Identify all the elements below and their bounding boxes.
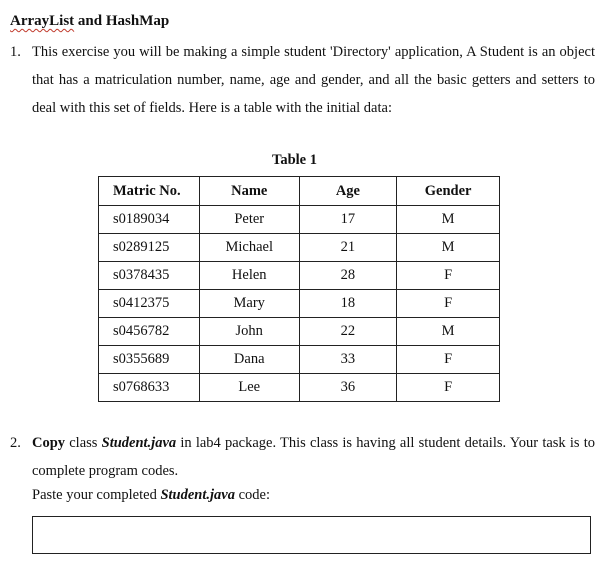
cell-gender: M [397, 318, 500, 346]
question-2-text [32, 429, 595, 485]
question-1 [10, 38, 595, 122]
cell-age: 33 [299, 346, 397, 374]
question-2 [10, 429, 595, 485]
table-row [99, 290, 500, 318]
cell-name: Dana [199, 346, 299, 374]
copy-word: Copy [32, 435, 66, 451]
cell-age: 36 [299, 374, 397, 402]
cell-name: Mary [199, 290, 299, 318]
table-row [99, 262, 500, 290]
title-arraylist: ArrayList [10, 13, 75, 29]
class-word: class [65, 435, 102, 451]
table-caption: Table 1 [272, 152, 317, 168]
paste-instruction [32, 487, 270, 504]
code-answer-box[interactable] [32, 516, 591, 554]
table-row [99, 206, 500, 234]
cell-age: 22 [299, 318, 397, 346]
cell-matric: s0189034 [99, 206, 200, 234]
cell-matric: s0412375 [99, 290, 200, 318]
cell-gender: M [397, 234, 500, 262]
table-header-row [99, 177, 500, 206]
question-2-number: 2. [10, 435, 21, 451]
cell-gender: M [397, 206, 500, 234]
cell-name: Michael [199, 234, 299, 262]
cell-gender: F [397, 290, 500, 318]
header-name: Name [199, 177, 299, 206]
cell-matric: s0289125 [99, 234, 200, 262]
question-1-number: 1. [10, 44, 21, 60]
paste-filename: Student.java [160, 487, 235, 503]
cell-age: 28 [299, 262, 397, 290]
table-row [99, 234, 500, 262]
table-row [99, 318, 500, 346]
paste-prefix: Paste your completed [32, 487, 161, 503]
cell-matric: s0355689 [99, 346, 200, 374]
cell-matric: s0456782 [99, 318, 200, 346]
cell-name: Lee [199, 374, 299, 402]
title-rest: and HashMap [74, 13, 170, 29]
header-age: Age [299, 177, 397, 206]
cell-name: Peter [199, 206, 299, 234]
cell-age: 17 [299, 206, 397, 234]
header-gender: Gender [397, 177, 500, 206]
question-1-text: This exercise you will be making a simple student 'Directory' application, A Student is an object that has a matriculation number, name, age and gender, and all the basic getters and setters to deal with this set of fields. Here is a table with the initial data: [32, 44, 595, 116]
cell-gender: F [397, 262, 500, 290]
question-2-rest: in lab4 package. This class is having all student details. Your task is to complete program codes. [32, 435, 596, 479]
table-row [99, 346, 500, 374]
student-java-filename: Student.java [101, 435, 177, 451]
cell-matric: s0378435 [99, 262, 200, 290]
cell-matric: s0768633 [99, 374, 200, 402]
cell-gender: F [397, 374, 500, 402]
cell-age: 18 [299, 290, 397, 318]
table-row [99, 374, 500, 402]
document-title [10, 13, 169, 30]
cell-name: John [199, 318, 299, 346]
cell-gender: F [397, 346, 500, 374]
cell-age: 21 [299, 234, 397, 262]
paste-suffix: code: [235, 487, 271, 503]
header-matric: Matric No. [99, 177, 200, 206]
cell-name: Helen [199, 262, 299, 290]
student-table [98, 176, 500, 402]
